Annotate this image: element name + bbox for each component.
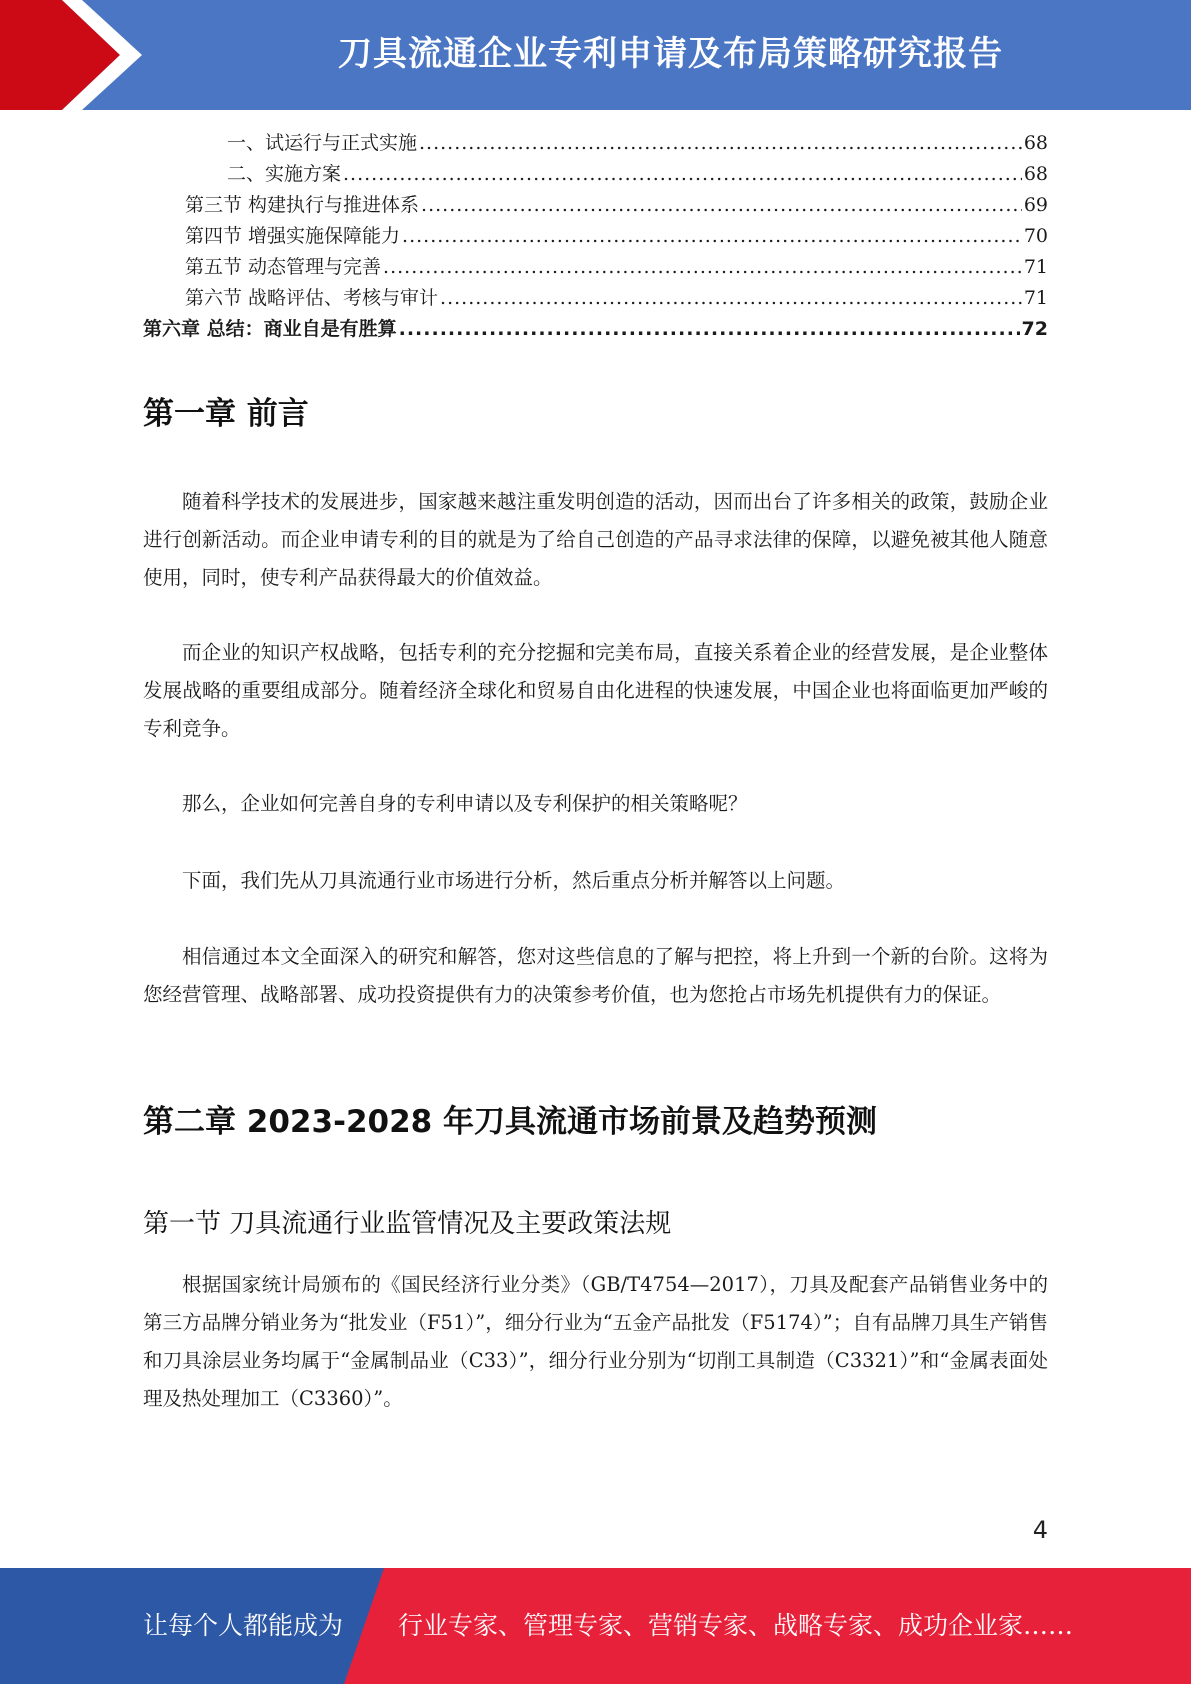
toc-entry-label: 二、实施方案 bbox=[227, 163, 342, 185]
toc-leader-dots bbox=[383, 252, 1022, 283]
paragraph: 而企业的知识产权战略，包括专利的充分挖掘和完美布局，直接关系着企业的经营发展，是企业整体发展战略的重要组成部分。随着经济全球化和贸易自由化进程的快速发展，中国企业也将面临更加严峻的专利竞争。 bbox=[143, 641, 1048, 740]
paragraph: 下面，我们先从刀具流通行业市场进行分析，然后重点分析并解答以上问题。 bbox=[182, 869, 846, 892]
toc-entry-label: 第三节 构建执行与推进体系 bbox=[185, 194, 420, 216]
page-number: 4 bbox=[1032, 1516, 1048, 1544]
toc-entry-page: 71 bbox=[1023, 256, 1048, 278]
toc-entry[interactable] bbox=[143, 221, 1048, 252]
toc-entry-page: 69 bbox=[1023, 194, 1048, 216]
toc-leader-dots bbox=[440, 283, 1022, 314]
toc-leader-dots bbox=[343, 159, 1022, 190]
toc-entry[interactable] bbox=[143, 252, 1048, 283]
header-arrow-decoration bbox=[0, 0, 160, 110]
toc-entry-page: 70 bbox=[1023, 225, 1048, 247]
paragraph: 根据国家统计局颁布的《国民经济行业分类》（GB/T4754—2017），刀具及配套产品销售业务中的第三方品牌分销业务为“批发业（F51）”，细分行业为“五金产品批发（F5174）”；自有品牌刀具生产销售和刀具涂层业务均属于“金属制品业（C33）”，细分行业分别为“切削工具制造（C3321）”和“金属表面处理及热处理加工（C3360）”。 bbox=[143, 1273, 1048, 1410]
toc-leader-dots bbox=[402, 221, 1022, 252]
table-of-contents bbox=[143, 128, 1048, 345]
chapter-1-heading: 第一章 前言 bbox=[143, 396, 309, 432]
document-title: 刀具流通企业专利申请及布局策略研究报告 bbox=[338, 34, 1003, 74]
toc-entry-label: 第六节 战略评估、考核与审计 bbox=[185, 287, 439, 309]
toc-entry-chapter[interactable] bbox=[143, 314, 1048, 345]
footer-slogan-right: 行业专家、管理专家、营销专家、战略专家、成功企业家…… bbox=[398, 1611, 1074, 1640]
toc-leader-dots bbox=[421, 190, 1022, 221]
paragraph: 相信通过本文全面深入的研究和解答，您对这些信息的了解与把控，将上升到一个新的台阶。这将为您经营管理、战略部署、成功投资提供有力的决策参考价值，也为您抢占市场先机提供有力的保证。 bbox=[143, 945, 1048, 1006]
toc-entry[interactable] bbox=[143, 159, 1048, 190]
footer-banner bbox=[0, 1568, 1191, 1684]
toc-entry-label: 第四节 增强实施保障能力 bbox=[185, 225, 401, 247]
toc-entry-page: 68 bbox=[1023, 132, 1048, 154]
paragraph: 那么，企业如何完善自身的专利申请以及专利保护的相关策略呢？ bbox=[182, 792, 748, 815]
header-banner bbox=[0, 0, 1191, 110]
chapter-2-heading: 第二章 2023-2028 年刀具流通市场前景及趋势预测 bbox=[143, 1104, 878, 1140]
section-1-heading: 第一节 刀具流通行业监管情况及主要政策法规 bbox=[143, 1209, 672, 1239]
toc-entry[interactable] bbox=[143, 190, 1048, 221]
paragraph: 随着科学技术的发展进步，国家越来越注重发明创造的活动，因而出台了许多相关的政策，鼓励企业进行创新活动。而企业申请专利的目的就是为了给自己创造的产品寻求法律的保障，以避免被其他人随意使用，同时，使专利产品获得最大的价值效益。 bbox=[143, 490, 1048, 589]
toc-leader-dots bbox=[419, 128, 1022, 159]
toc-entry-page: 72 bbox=[1021, 318, 1048, 340]
toc-entry[interactable] bbox=[143, 128, 1048, 159]
toc-entry-page: 68 bbox=[1023, 163, 1048, 185]
toc-leader-dots bbox=[399, 314, 1020, 345]
toc-entry-page: 71 bbox=[1023, 287, 1048, 309]
toc-entry-label: 第六章 总结：商业自是有胜算 bbox=[143, 318, 397, 340]
toc-entry-label: 一、试运行与正式实施 bbox=[227, 132, 418, 154]
toc-entry-label: 第五节 动态管理与完善 bbox=[185, 256, 382, 278]
toc-entry[interactable] bbox=[143, 283, 1048, 314]
footer-slogan-left: 让每个人都能成为 bbox=[143, 1611, 344, 1640]
